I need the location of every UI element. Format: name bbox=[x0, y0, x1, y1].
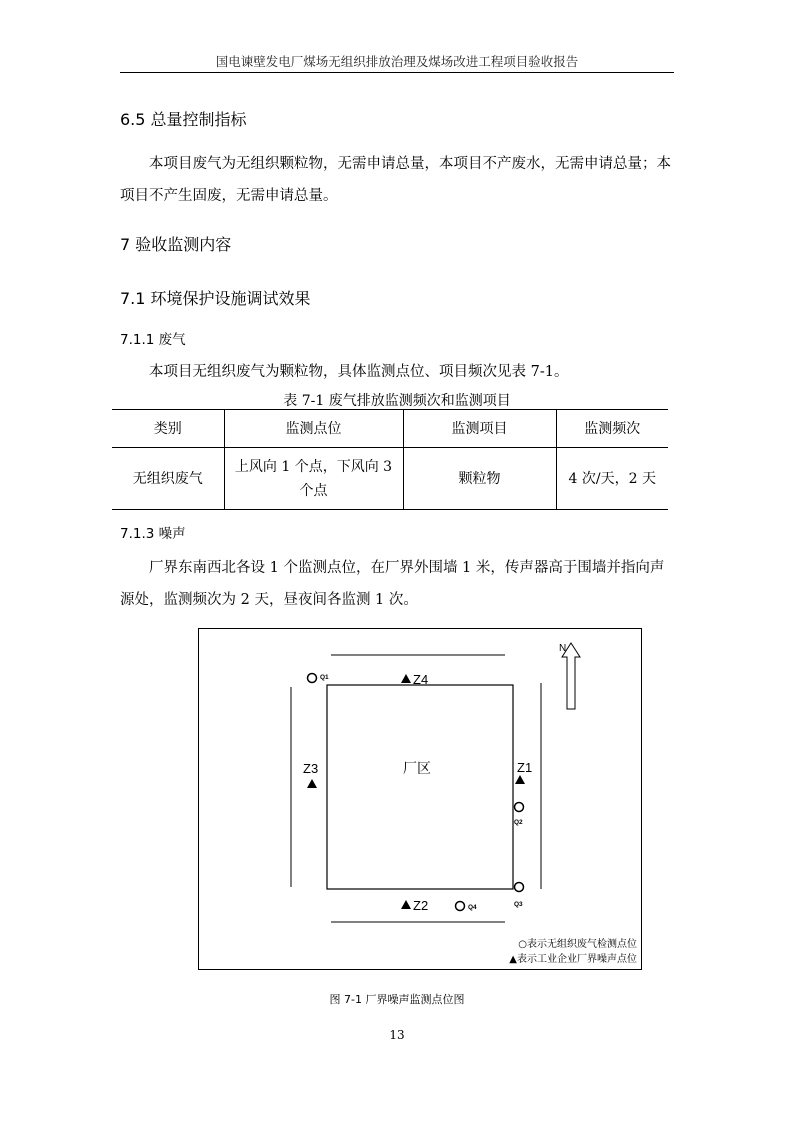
air-point-q2-icon bbox=[515, 803, 524, 812]
section-7-1-1-heading: 7.1.1 废气 bbox=[120, 332, 186, 348]
noise-point-z2-icon bbox=[401, 900, 411, 909]
table-row bbox=[112, 448, 668, 510]
section-6-5-text: 本项目废气为无组织颗粒物，无需申请总量，本项目不产废水，无需申请总量；本项目不产生固废，无需申请总量。 bbox=[120, 156, 671, 204]
figure-7-1-caption: 图 7-1 厂界噪声监测点位图 bbox=[329, 993, 465, 1006]
noise-label-z3: Z3 bbox=[303, 761, 319, 776]
north-label: N bbox=[559, 643, 567, 654]
monitoring-point-diagram bbox=[198, 628, 642, 970]
legend-air: ○表示无组织废气检测点位 bbox=[518, 939, 637, 950]
table-header-cell: 监测频次 bbox=[556, 410, 668, 448]
legend-noise: ▲表示工业企业厂界噪声点位 bbox=[509, 954, 637, 965]
air-label-q4: Q4 bbox=[468, 904, 477, 911]
air-label-q1: Q1 bbox=[320, 674, 329, 681]
section-7-1-3-text: 厂界东南西北各设 1 个监测点位，在厂界外围墙 1 米，传声器高于围墙并指向声源处，监测频次为 2 天，昼夜间各监测 1 次。 bbox=[120, 560, 665, 608]
page-number: 13 bbox=[389, 1028, 405, 1042]
air-point-q4-icon bbox=[456, 902, 465, 911]
air-label-q2: Q2 bbox=[514, 819, 523, 826]
table-cell: 颗粒物 bbox=[403, 448, 556, 510]
table-7-1-caption: 表 7-1 废气排放监测频次和监测项目 bbox=[283, 393, 511, 409]
table-cell: 4 次/天，2 天 bbox=[556, 448, 668, 510]
section-7-1-3-heading: 7.1.3 噪声 bbox=[120, 526, 186, 542]
section-6-5-heading: 6.5 总量控制指标 bbox=[120, 110, 247, 129]
table-7-1 bbox=[112, 409, 668, 510]
air-point-q3-icon bbox=[515, 883, 524, 892]
noise-point-z4-icon bbox=[401, 674, 411, 683]
page-header: 国电谏壁发电厂煤场无组织排放治理及煤场改进工程项目验收报告 bbox=[215, 54, 579, 69]
header-rule bbox=[120, 72, 674, 73]
noise-label-z4: Z4 bbox=[413, 672, 429, 687]
air-label-q3: Q3 bbox=[514, 901, 523, 908]
table-cell: 无组织废气 bbox=[112, 448, 224, 510]
air-point-q1-icon bbox=[308, 674, 317, 683]
plant-area-label: 厂区 bbox=[403, 761, 431, 777]
noise-label-z2: Z2 bbox=[413, 898, 429, 913]
table-header-cell: 类别 bbox=[112, 410, 224, 448]
plant-boundary bbox=[327, 685, 513, 889]
section-7-heading: 7 验收监测内容 bbox=[120, 235, 232, 254]
section-7-1-1-text: 本项目无组织废气为颗粒物，具体监测点位、项目频次见表 7-1。 bbox=[149, 364, 569, 380]
noise-point-z3-icon bbox=[307, 779, 317, 788]
section-7-1-heading: 7.1 环境保护设施调试效果 bbox=[120, 289, 311, 308]
table-header-cell: 监测点位 bbox=[224, 410, 403, 448]
table-cell: 上风向 1 个点，下风向 3 个点 bbox=[224, 448, 403, 510]
table-header-row bbox=[112, 410, 668, 448]
table-header-cell: 监测项目 bbox=[403, 410, 556, 448]
noise-point-z1-icon bbox=[515, 775, 525, 784]
noise-label-z1: Z1 bbox=[517, 760, 533, 775]
